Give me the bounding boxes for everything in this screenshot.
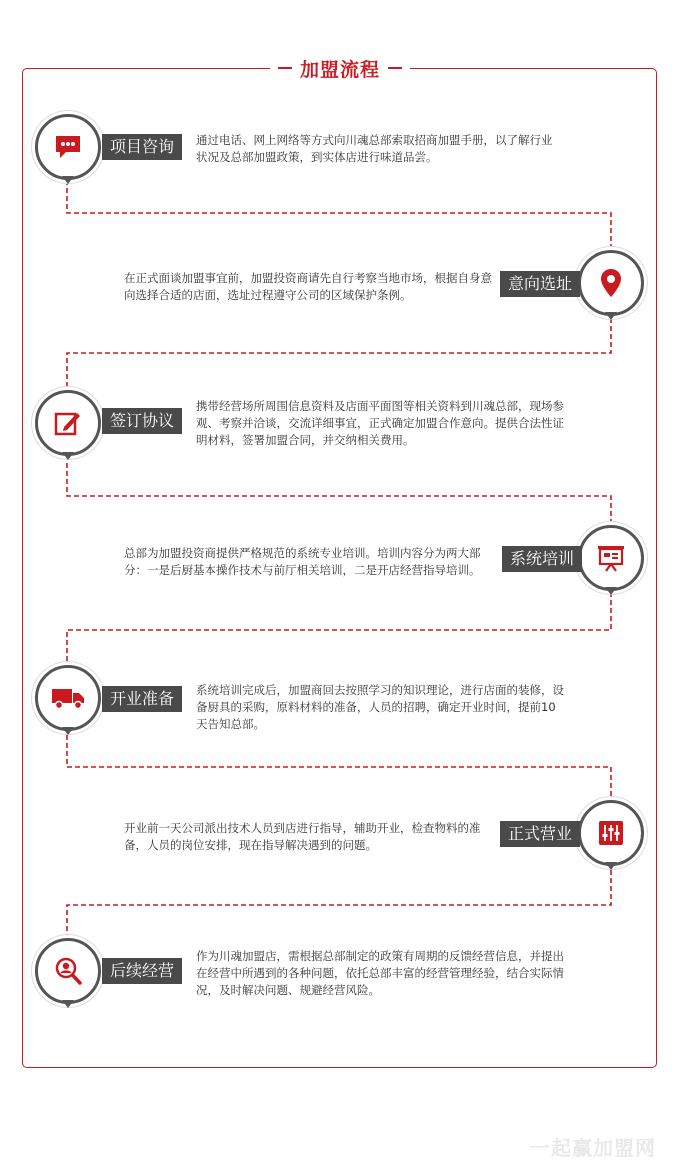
step-7-tail — [62, 1000, 74, 1008]
step-1-label: 项目咨询 — [102, 134, 182, 160]
step-5-label: 开业准备 — [102, 686, 182, 712]
step-2-desc: 在正式面谈加盟事宜前，加盟投资商请先自行考察当地市场，根据自身意向选择合适的店面，选址过程遵守公司的区域保护条例。 — [124, 271, 492, 302]
step-1-circle — [35, 114, 101, 180]
presentation-board-icon — [596, 544, 626, 572]
sliders-icon — [598, 820, 624, 846]
step-4-tail — [605, 587, 617, 595]
step-4-circle — [578, 525, 644, 591]
step-5-circle — [35, 665, 101, 731]
step-6-label: 正式营业 — [500, 821, 580, 847]
step-4-label: 系统培训 — [502, 546, 582, 572]
step-2-tail — [605, 312, 617, 320]
step-5-tail — [62, 727, 74, 735]
step-1-desc: 通过电话、网上网络等方式向川魂总部索取招商加盟手册，以了解行业状况及总部加盟政策，到实体店进行味道品尝。 — [196, 133, 553, 164]
watermark: 一起赢加盟网 — [530, 1136, 656, 1160]
step-4-desc: 总部为加盟投资商提供严格规范的系统专业培训。培训内容分为两大部分：一是后厨基本操作技术与前厅相关培训，二是开店经营指导培训。 — [124, 546, 481, 577]
user-search-icon — [53, 956, 83, 986]
step-7-desc: 作为川魂加盟店，需根据总部制定的政策有周期的反馈经营信息，并提出在经营中所遇到的各种问题，依托总部丰富的经营管理经验，结合实际情况，及时解决问题、规避经营风险。 — [196, 949, 564, 997]
step-2-label: 意向选址 — [500, 271, 580, 297]
step-3-circle — [35, 390, 101, 456]
step-7-label: 后续经营 — [102, 958, 182, 984]
map-pin-icon — [600, 268, 622, 298]
edit-pen-icon — [54, 409, 82, 437]
step-3-desc: 携带经营场所周围信息资料及店面平面图等相关资料到川魂总部，现场参观、考察并洽谈，交流详细事宜，正式确定加盟合作意向。提供合法性证明材料，签署加盟合同，并交纳相关费用。 — [196, 399, 564, 447]
step-5-desc: 系统培训完成后，加盟商回去按照学习的知识理论，进行店面的装修，设备厨具的采购，原料材料的准备，人员的招聘，确定开业时间，提前10天告知总部。 — [196, 683, 564, 731]
step-6-desc: 开业前一天公司派出技术人员到店进行指导，辅助开业，检查物料的准备，人员的岗位安排，现在指导解决遇到的问题。 — [124, 821, 481, 852]
step-6-tail — [605, 862, 617, 870]
title-text: 加盟流程 — [299, 58, 380, 81]
step-3-label: 签订协议 — [102, 408, 182, 434]
step-6-circle — [578, 800, 644, 866]
chat-bubble-icon — [53, 133, 83, 161]
step-1-tail — [62, 176, 74, 184]
step-7-circle — [35, 938, 101, 1004]
truck-icon — [51, 686, 85, 710]
step-2-circle — [578, 250, 644, 316]
step-3-tail — [62, 452, 74, 460]
